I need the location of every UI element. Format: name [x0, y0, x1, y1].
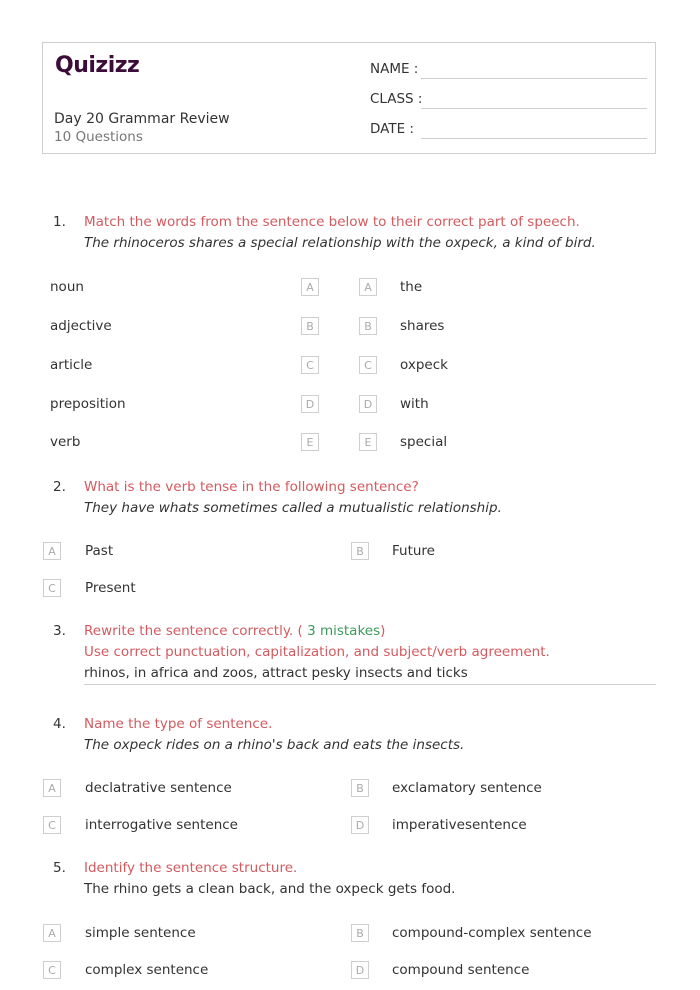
date-field[interactable]	[421, 138, 647, 139]
match-left-item: noun	[50, 279, 84, 295]
match-right-letter-box[interactable]: B	[359, 317, 377, 335]
match-left-item: preposition	[50, 396, 126, 412]
option-letter-box[interactable]: D	[351, 816, 369, 834]
question-3-prompt: Rewrite the sentence correctly. ( 3 mistakes)	[84, 623, 386, 639]
option-text[interactable]: imperativesentence	[392, 817, 527, 833]
name-field[interactable]	[421, 78, 647, 79]
match-left-letter-box[interactable]: C	[301, 356, 319, 374]
class-field[interactable]	[421, 108, 647, 109]
option-text[interactable]: Future	[392, 543, 435, 559]
quizizz-logo: Quizizz	[55, 53, 140, 78]
match-right-letter-box[interactable]: A	[359, 278, 377, 296]
option-letter-box[interactable]: B	[351, 924, 369, 942]
match-right-item: the	[400, 279, 423, 295]
option-text[interactable]: interrogative sentence	[85, 817, 238, 833]
option-letter-box[interactable]: D	[351, 961, 369, 979]
question-2-sentence: They have whats sometimes called a mutualistic relationship.	[84, 500, 502, 516]
question-2-number: 2.	[53, 479, 66, 495]
name-label: NAME :	[370, 61, 419, 77]
worksheet-title: Day 20 Grammar Review	[54, 111, 230, 127]
option-text[interactable]: complex sentence	[85, 962, 209, 978]
answer-line[interactable]	[84, 684, 656, 685]
question-3-sentence: rhinos, in africa and zoos, attract pesky insects and ticks	[84, 665, 468, 681]
match-left-item: article	[50, 357, 93, 373]
class-label: CLASS :	[370, 91, 423, 107]
question-1-prompt: Match the words from the sentence below to their correct part of speech.	[84, 214, 580, 230]
question-4-sentence: The oxpeck rides on a rhino's back and eats the insects.	[84, 737, 465, 753]
option-text[interactable]: exclamatory sentence	[392, 780, 542, 796]
question-1-number: 1.	[53, 214, 66, 230]
option-letter-box[interactable]: A	[43, 542, 61, 560]
match-right-letter-box[interactable]: C	[359, 356, 377, 374]
option-letter-box[interactable]: C	[43, 961, 61, 979]
question-5-prompt: Identify the sentence structure.	[84, 860, 298, 876]
question-3-instruction: Use correct punctuation, capitalization, and subject/verb agreement.	[84, 644, 550, 660]
worksheet-header	[42, 42, 656, 154]
mistake-count: 3 mistakes	[307, 623, 381, 639]
question-4-number: 4.	[53, 716, 66, 732]
match-left-item: adjective	[50, 318, 112, 334]
date-label: DATE :	[370, 121, 414, 137]
option-text[interactable]: Past	[85, 543, 114, 559]
question-4-prompt: Name the type of sentence.	[84, 716, 273, 732]
match-left-letter-box[interactable]: E	[301, 433, 319, 451]
match-right-letter-box[interactable]: D	[359, 395, 377, 413]
option-letter-box[interactable]: B	[351, 542, 369, 560]
question-1-sentence: The rhinoceros shares a special relationship with the oxpeck, a kind of bird.	[84, 235, 596, 251]
match-right-item: oxpeck	[400, 357, 448, 373]
match-left-item: verb	[50, 434, 81, 450]
option-letter-box[interactable]: C	[43, 816, 61, 834]
option-text[interactable]: declatrative sentence	[85, 780, 232, 796]
option-text[interactable]: compound-complex sentence	[392, 925, 592, 941]
match-right-item: shares	[400, 318, 445, 334]
option-letter-box[interactable]: A	[43, 924, 61, 942]
question-5-number: 5.	[53, 860, 66, 876]
question-count: 10 Questions	[54, 129, 143, 145]
match-left-letter-box[interactable]: B	[301, 317, 319, 335]
option-text[interactable]: compound sentence	[392, 962, 530, 978]
option-letter-box[interactable]: C	[43, 579, 61, 597]
option-text[interactable]: Present	[85, 580, 136, 596]
match-left-letter-box[interactable]: D	[301, 395, 319, 413]
question-5-sentence: The rhino gets a clean back, and the oxpeck gets food.	[84, 881, 456, 897]
option-letter-box[interactable]: A	[43, 779, 61, 797]
question-3-number: 3.	[53, 623, 66, 639]
match-right-letter-box[interactable]: E	[359, 433, 377, 451]
option-text[interactable]: simple sentence	[85, 925, 196, 941]
match-left-letter-box[interactable]: A	[301, 278, 319, 296]
match-right-item: with	[400, 396, 429, 412]
match-right-item: special	[400, 434, 448, 450]
question-2-prompt: What is the verb tense in the following sentence?	[84, 479, 419, 495]
option-letter-box[interactable]: B	[351, 779, 369, 797]
